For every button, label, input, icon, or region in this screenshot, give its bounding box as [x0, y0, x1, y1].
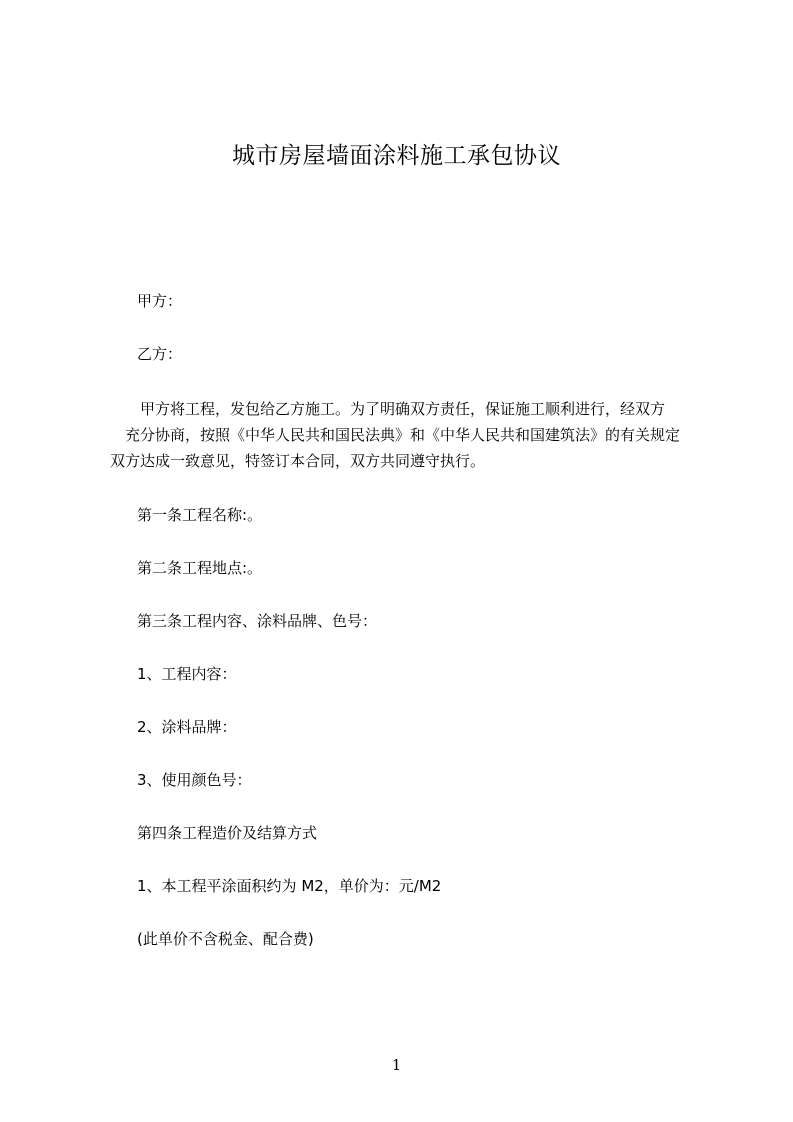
clause-1-project-name: 第一条工程名称:。 — [137, 506, 263, 524]
intro-line-2: 充分协商，按照《中华人民共和国民法典》和《中华人民共和国建筑法》的有关规定 — [125, 426, 681, 444]
item-3-color-number: 3、使用颜色号： — [137, 771, 252, 789]
clause-2-project-location: 第二条工程地点:。 — [137, 559, 263, 577]
clause-4-cost-settlement: 第四条工程造价及结算方式 — [137, 824, 318, 842]
party-b-label: 乙方： — [137, 345, 183, 363]
item-1-work-content: 1、工程内容： — [137, 665, 237, 683]
party-a-label: 甲方： — [137, 292, 183, 310]
price-note: (此单价不含税金、配合费) — [137, 930, 314, 948]
item-2-paint-brand: 2、涂料品牌： — [137, 718, 237, 736]
document-title: 城市房屋墙面涂料施工承包协议 — [232, 143, 561, 169]
intro-line-1: 甲方将工程，发包给乙方施工。为了明确双方责任，保证施工顺利进行，经双方 — [140, 400, 666, 418]
price-line: 1、本工程平涂面积约为 M2，单价为：元/M2 — [137, 877, 442, 895]
intro-line-3: 双方达成一致意见，特签订本合同，双方共同遵守执行。 — [110, 452, 486, 470]
intro-paragraph — [110, 396, 710, 474]
clause-3-content-brand-color: 第三条工程内容、涂料品牌、色号： — [137, 612, 378, 630]
page-number: 1 — [391, 1056, 402, 1074]
